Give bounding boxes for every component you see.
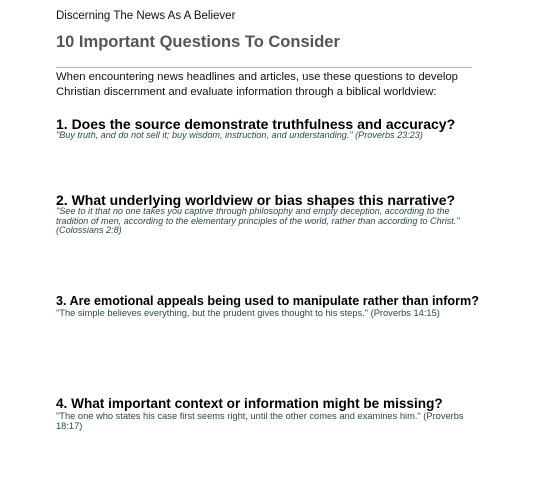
- title-divider: [56, 67, 472, 68]
- scripture-quote: "Buy truth, and do not sell it; buy wisdom, instruction, and understanding." (Proverbs 23:23): [56, 130, 423, 140]
- question-3: [56, 294, 479, 319]
- scripture-quote: "The one who states his case first seems right, until the other comes and examines him." (Proverbs 18:17): [56, 411, 464, 431]
- question-2: [56, 192, 476, 236]
- document-label: Discerning The News As A Believer: [56, 10, 236, 22]
- question-heading: 1. Does the source demonstrate truthfulness and accuracy?: [56, 116, 456, 132]
- question-1: [56, 116, 476, 141]
- scripture-quote: "See to it that no one takes you captive through philosophy and empty deception, according to the tradition of men, according to the elementary principles of the world, rather than according to Christ." (Colossians 2:8): [56, 206, 460, 236]
- page-title: 10 Important Questions To Consider: [56, 33, 340, 51]
- question-4: [56, 396, 476, 431]
- question-heading: 2. What underlying worldview or bias shapes this narrative?: [56, 192, 456, 208]
- intro-paragraph: When encountering news headlines and articles, use these questions to develop Christian discernment and evaluate information through a biblical worldview:: [56, 71, 458, 98]
- question-heading: 3. Are emotional appeals being used to manipulate rather than inform?: [56, 294, 479, 308]
- question-heading: 4. What important context or information might be missing?: [56, 396, 443, 411]
- scripture-quote: "The simple believes everything, but the prudent gives thought to his steps." (Proverbs 14:15): [56, 308, 440, 318]
